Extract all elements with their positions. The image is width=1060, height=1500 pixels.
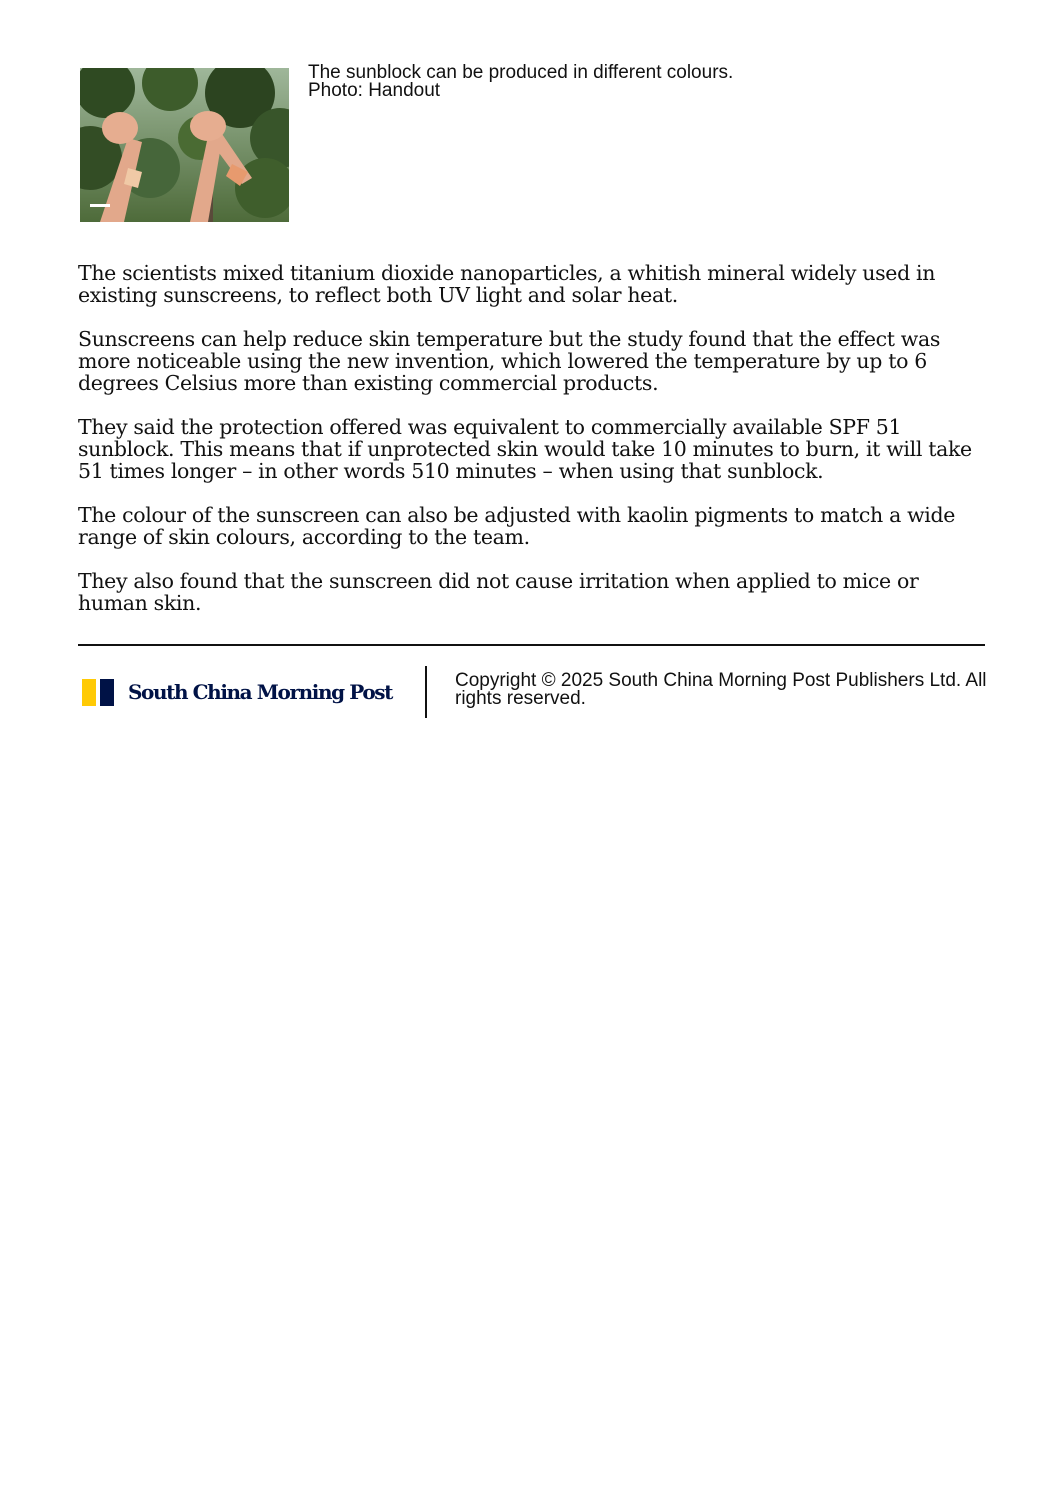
article-paragraph: They said the protection offered was equivalent to commercially available SPF 51 sunblock. This means that if unprotected skin would take 10 minutes to burn, it will take 51 times longer – in other words 510 minutes – when using that sunblock. <box>78 415 972 483</box>
footer-separator <box>425 666 427 718</box>
scmp-logo <box>82 677 392 707</box>
article-body <box>78 262 993 636</box>
logo-wordmark: South China Morning Post <box>128 680 392 704</box>
photo-caption <box>308 64 908 100</box>
footer-divider <box>78 644 985 646</box>
article-paragraph: The scientists mixed titanium dioxide nanoparticles, a whitish mineral widely used in existing sunscreens, to reflect both UV light and solar heat. <box>78 261 936 307</box>
photo-arms-sunblock-icon <box>80 68 289 222</box>
caption-credit: Photo: Handout <box>308 80 441 101</box>
article-paragraph: The colour of the sunscreen can also be adjusted with kaolin pigments to match a wide range of skin colours, according to the team. <box>78 503 956 549</box>
scmp-logo-icon <box>82 679 114 706</box>
logo-bar-yellow <box>82 679 96 706</box>
caption-text: The sunblock can be produced in different colours. <box>308 62 734 83</box>
article-photo <box>80 68 289 222</box>
article-paragraph: They also found that the sunscreen did not cause irritation when applied to mice or human skin. <box>78 569 919 615</box>
copyright-notice: Copyright © 2025 South China Morning Post Publishers Ltd. All rights reserved. <box>455 670 987 709</box>
logo-bar-navy <box>100 679 114 706</box>
article-paragraph: Sunscreens can help reduce skin temperature but the study found that the effect was more noticeable using the new invention, which lowered the temperature by up to 6 degrees Celsius more than existing commercial products. <box>78 327 941 395</box>
